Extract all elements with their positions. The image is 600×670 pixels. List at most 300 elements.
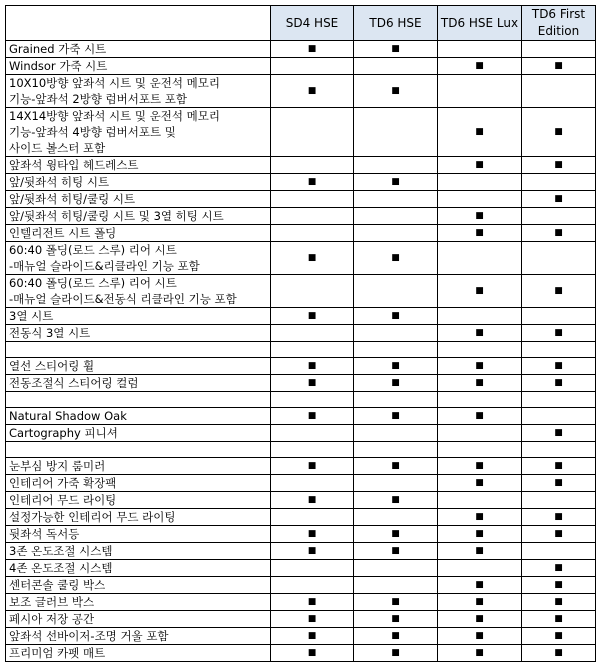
- feature-label: [6, 475, 271, 492]
- availability-cell: [522, 509, 596, 526]
- availability-cell: [354, 157, 438, 174]
- availability-cell: [438, 242, 522, 275]
- table-row: [6, 191, 596, 208]
- available-mark-icon: ■: [475, 411, 484, 421]
- availability-cell: [438, 611, 522, 628]
- available-mark-icon: ■: [307, 648, 317, 658]
- feature-label: [6, 425, 271, 442]
- available-mark-icon: ■: [307, 44, 317, 54]
- feature-label-line: 앞/뒷좌석 히팅/쿨링 시트 및 3열 히팅 시트: [9, 209, 224, 223]
- availability-cell: [438, 392, 522, 408]
- availability-cell: [271, 509, 354, 526]
- table-row: [6, 442, 596, 458]
- available-mark-icon: ■: [554, 194, 563, 204]
- available-mark-icon: ■: [307, 529, 317, 539]
- table-row: [6, 325, 596, 342]
- header-td6-hse: TD6 HSE: [354, 6, 438, 41]
- available-mark-icon: ■: [391, 546, 400, 556]
- availability-cell: [438, 325, 522, 342]
- availability-cell: [522, 375, 596, 392]
- feature-label-line: 4존 온도조절 시스템: [9, 561, 113, 575]
- availability-cell: [438, 526, 522, 543]
- availability-cell: [354, 174, 438, 191]
- feature-label-line: Cartography 피니셔: [9, 426, 118, 440]
- available-mark-icon: ■: [391, 461, 400, 471]
- feature-label-line: 60:40 폴딩(로드 스루) 리어 시트: [9, 243, 177, 257]
- feature-label-line: 페시아 저장 공간: [9, 612, 95, 626]
- availability-cell: [438, 458, 522, 475]
- feature-label-line: 설정가능한 인테리어 무드 라이팅: [9, 510, 176, 524]
- availability-cell: [354, 208, 438, 225]
- available-mark-icon: ■: [475, 378, 484, 388]
- available-mark-icon: ■: [391, 177, 400, 187]
- available-mark-icon: ■: [554, 648, 563, 658]
- feature-label: [6, 645, 271, 662]
- available-mark-icon: ■: [307, 411, 317, 421]
- table-row: [6, 242, 596, 275]
- availability-cell: [522, 475, 596, 492]
- table-row: [6, 543, 596, 560]
- availability-cell: [354, 191, 438, 208]
- available-mark-icon: ■: [475, 546, 484, 556]
- availability-cell: [354, 458, 438, 475]
- table-row: [6, 594, 596, 611]
- available-mark-icon: ■: [391, 311, 400, 321]
- available-mark-icon: ■: [391, 44, 400, 54]
- table-row: [6, 492, 596, 509]
- availability-cell: [522, 425, 596, 442]
- table-row: [6, 41, 596, 58]
- available-mark-icon: ■: [554, 529, 563, 539]
- feature-label-line: 앞/뒷좌석 히팅/쿨링 시트: [9, 192, 136, 206]
- available-mark-icon: ■: [475, 361, 484, 371]
- available-mark-icon: ■: [307, 546, 317, 556]
- availability-cell: [271, 628, 354, 645]
- availability-cell: [438, 342, 522, 358]
- availability-cell: [271, 108, 354, 157]
- table-row: [6, 375, 596, 392]
- feature-label: [6, 225, 271, 242]
- table-row: [6, 392, 596, 408]
- feature-label: [6, 208, 271, 225]
- availability-cell: [522, 442, 596, 458]
- available-mark-icon: ■: [391, 378, 400, 388]
- availability-cell: [271, 225, 354, 242]
- feature-label: [6, 560, 271, 577]
- availability-cell: [271, 543, 354, 560]
- availability-cell: [271, 41, 354, 58]
- feature-label: [6, 174, 271, 191]
- feature-label: [6, 191, 271, 208]
- available-mark-icon: ■: [307, 631, 317, 641]
- available-mark-icon: ■: [475, 286, 484, 296]
- availability-cell: [271, 611, 354, 628]
- available-mark-icon: ■: [475, 461, 484, 471]
- availability-cell: [438, 275, 522, 308]
- feature-label-line: 센터콘솔 쿨링 박스: [9, 578, 106, 592]
- availability-cell: [354, 325, 438, 342]
- availability-cell: [271, 425, 354, 442]
- availability-cell: [438, 509, 522, 526]
- table-row: [6, 425, 596, 442]
- table-row: [6, 509, 596, 526]
- availability-cell: [271, 560, 354, 577]
- available-mark-icon: ■: [391, 253, 400, 263]
- availability-cell: [522, 58, 596, 75]
- availability-cell: [354, 58, 438, 75]
- available-mark-icon: ■: [307, 495, 317, 505]
- availability-cell: [438, 191, 522, 208]
- feature-label-line: 10X10방향 앞좌석 시트 및 운전석 메모리: [9, 76, 220, 90]
- available-mark-icon: ■: [554, 461, 563, 471]
- availability-cell: [354, 543, 438, 560]
- available-mark-icon: ■: [554, 512, 563, 522]
- availability-cell: [438, 358, 522, 375]
- availability-cell: [438, 492, 522, 509]
- available-mark-icon: ■: [307, 311, 317, 321]
- availability-cell: [354, 225, 438, 242]
- availability-cell: [271, 242, 354, 275]
- feature-label: [6, 492, 271, 509]
- availability-cell: [271, 157, 354, 174]
- feature-label: [6, 75, 271, 108]
- availability-cell: [522, 275, 596, 308]
- availability-cell: [522, 108, 596, 157]
- available-mark-icon: ■: [554, 631, 563, 641]
- availability-cell: [438, 475, 522, 492]
- availability-cell: [354, 75, 438, 108]
- feature-label-line: 14X14방향 앞좌석 시트 및 운전석 메모리: [9, 109, 220, 123]
- available-mark-icon: ■: [391, 86, 400, 96]
- availability-cell: [271, 342, 354, 358]
- availability-cell: [271, 577, 354, 594]
- availability-cell: [354, 475, 438, 492]
- available-mark-icon: ■: [391, 411, 400, 421]
- available-mark-icon: ■: [307, 253, 317, 263]
- feature-label-line: 기능-앞좌석 2방향 럼버서포트 포함: [9, 92, 187, 106]
- availability-cell: [354, 242, 438, 275]
- availability-cell: [438, 58, 522, 75]
- availability-cell: [522, 543, 596, 560]
- table-row: [6, 225, 596, 242]
- availability-cell: [354, 108, 438, 157]
- available-mark-icon: ■: [554, 228, 563, 238]
- feature-label-line: 전동식 3열 시트: [9, 326, 91, 340]
- available-mark-icon: ■: [391, 529, 400, 539]
- availability-cell: [438, 41, 522, 58]
- availability-cell: [522, 628, 596, 645]
- available-mark-icon: ■: [554, 597, 563, 607]
- availability-cell: [438, 628, 522, 645]
- feature-label: [6, 628, 271, 645]
- table-row: [6, 560, 596, 577]
- feature-label-line: 프리미엄 카펫 매트: [9, 646, 106, 660]
- available-mark-icon: ■: [391, 614, 400, 624]
- availability-cell: [522, 594, 596, 611]
- availability-cell: [522, 526, 596, 543]
- availability-cell: [522, 492, 596, 509]
- availability-cell: [438, 577, 522, 594]
- availability-cell: [354, 41, 438, 58]
- availability-cell: [522, 41, 596, 58]
- feature-label-line: Natural Shadow Oak: [9, 409, 127, 423]
- availability-cell: [354, 275, 438, 308]
- availability-cell: [522, 611, 596, 628]
- feature-label-line: -매뉴얼 슬라이드&전동식 리클라인 기능 포함: [9, 292, 237, 306]
- availability-cell: [354, 509, 438, 526]
- feature-label-line: 뒷좌석 독서등: [9, 527, 80, 541]
- available-mark-icon: ■: [475, 478, 484, 488]
- availability-cell: [522, 645, 596, 662]
- available-mark-icon: ■: [475, 597, 484, 607]
- availability-cell: [438, 375, 522, 392]
- table-row: [6, 577, 596, 594]
- table-row: [6, 628, 596, 645]
- availability-cell: [271, 408, 354, 425]
- availability-cell: [438, 543, 522, 560]
- availability-cell: [438, 560, 522, 577]
- available-mark-icon: ■: [475, 580, 484, 590]
- feature-label: [6, 308, 271, 325]
- availability-cell: [354, 594, 438, 611]
- header-sd4-hse: SD4 HSE: [271, 6, 354, 41]
- feature-label: [6, 526, 271, 543]
- available-mark-icon: ■: [554, 160, 563, 170]
- feature-label: [6, 408, 271, 425]
- availability-cell: [522, 560, 596, 577]
- availability-cell: [271, 191, 354, 208]
- available-mark-icon: ■: [554, 478, 563, 488]
- table-row: [6, 58, 596, 75]
- availability-cell: [354, 308, 438, 325]
- availability-cell: [522, 458, 596, 475]
- availability-cell: [354, 442, 438, 458]
- availability-cell: [271, 58, 354, 75]
- table-header: [6, 6, 596, 41]
- availability-cell: [438, 594, 522, 611]
- table-row: [6, 208, 596, 225]
- availability-cell: [438, 408, 522, 425]
- availability-cell: [354, 492, 438, 509]
- table-row: [6, 308, 596, 325]
- available-mark-icon: ■: [554, 378, 563, 388]
- availability-cell: [522, 392, 596, 408]
- availability-cell: [522, 408, 596, 425]
- available-mark-icon: ■: [391, 648, 400, 658]
- feature-label: [6, 358, 271, 375]
- table-row: [6, 174, 596, 191]
- available-mark-icon: ■: [554, 428, 563, 438]
- availability-cell: [271, 75, 354, 108]
- available-mark-icon: ■: [391, 361, 400, 371]
- available-mark-icon: ■: [475, 648, 484, 658]
- table-row: [6, 611, 596, 628]
- availability-cell: [271, 442, 354, 458]
- feature-label-line: 3존 온도조절 시스템: [9, 544, 113, 558]
- feature-label: [6, 543, 271, 560]
- availability-cell: [271, 645, 354, 662]
- available-mark-icon: ■: [307, 177, 317, 187]
- availability-cell: [438, 225, 522, 242]
- availability-cell: [354, 358, 438, 375]
- availability-cell: [522, 225, 596, 242]
- availability-cell: [354, 408, 438, 425]
- feature-label-line: 앞/뒷좌석 히팅 시트: [9, 175, 110, 189]
- feature-label-line: -매뉴얼 슬라이드&리클라인 기능 포함: [9, 259, 200, 273]
- availability-cell: [354, 425, 438, 442]
- table-row: [6, 275, 596, 308]
- availability-cell: [354, 526, 438, 543]
- availability-cell: [271, 308, 354, 325]
- availability-cell: [522, 242, 596, 275]
- feature-label: [6, 275, 271, 308]
- available-mark-icon: ■: [475, 529, 484, 539]
- feature-label-line: 기능-앞좌석 4방향 럼버서포트 및: [9, 125, 176, 139]
- availability-cell: [522, 577, 596, 594]
- availability-cell: [438, 174, 522, 191]
- table-row: [6, 108, 596, 157]
- availability-cell: [522, 308, 596, 325]
- availability-cell: [271, 358, 354, 375]
- table-row: [6, 342, 596, 358]
- feature-label: [6, 611, 271, 628]
- feature-label: [6, 58, 271, 75]
- table-body: [6, 41, 596, 662]
- availability-cell: [438, 75, 522, 108]
- availability-cell: [438, 108, 522, 157]
- availability-cell: [438, 425, 522, 442]
- availability-cell: [438, 645, 522, 662]
- available-mark-icon: ■: [475, 614, 484, 624]
- availability-cell: [271, 275, 354, 308]
- available-mark-icon: ■: [307, 597, 317, 607]
- feature-label: [6, 108, 271, 157]
- availability-cell: [522, 208, 596, 225]
- available-mark-icon: ■: [391, 597, 400, 607]
- feature-spec-table: [5, 5, 596, 662]
- available-mark-icon: ■: [475, 631, 484, 641]
- feature-label-line: 전동조절식 스티어링 컬럼: [9, 376, 139, 390]
- feature-label-line: 열선 스티어링 휠: [9, 359, 95, 373]
- table-row: [6, 458, 596, 475]
- available-mark-icon: ■: [554, 286, 563, 296]
- feature-label-line: 인테리어 가죽 확장팩: [9, 476, 117, 490]
- availability-cell: [522, 75, 596, 108]
- availability-cell: [522, 157, 596, 174]
- availability-cell: [354, 375, 438, 392]
- feature-label: [6, 577, 271, 594]
- availability-cell: [271, 475, 354, 492]
- availability-cell: [354, 628, 438, 645]
- table-row: [6, 75, 596, 108]
- feature-label-line: 사이드 볼스터 포함: [9, 141, 106, 155]
- feature-label: [6, 325, 271, 342]
- feature-label-line: 인테리어 무드 라이팅: [9, 493, 117, 507]
- availability-cell: [354, 392, 438, 408]
- feature-label: [6, 594, 271, 611]
- table-row: [6, 358, 596, 375]
- available-mark-icon: ■: [475, 127, 484, 137]
- available-mark-icon: ■: [554, 127, 563, 137]
- table-row: [6, 157, 596, 174]
- feature-label: [6, 509, 271, 526]
- table-row: [6, 645, 596, 662]
- feature-label-line: Grained 가죽 시트: [9, 42, 107, 56]
- availability-cell: [354, 611, 438, 628]
- available-mark-icon: ■: [391, 631, 400, 641]
- availability-cell: [271, 325, 354, 342]
- availability-cell: [271, 208, 354, 225]
- availability-cell: [271, 594, 354, 611]
- availability-cell: [522, 191, 596, 208]
- availability-cell: [354, 645, 438, 662]
- header-corner-cell: [6, 6, 271, 41]
- feature-label-line: 인텔리전트 시트 폴딩: [9, 226, 117, 240]
- available-mark-icon: ■: [475, 512, 484, 522]
- feature-label-line: 눈부심 방지 룸미러: [9, 459, 106, 473]
- availability-cell: [522, 174, 596, 191]
- available-mark-icon: ■: [391, 495, 400, 505]
- feature-label: [6, 458, 271, 475]
- feature-label: [6, 157, 271, 174]
- available-mark-icon: ■: [307, 86, 317, 96]
- available-mark-icon: ■: [475, 160, 484, 170]
- available-mark-icon: ■: [475, 228, 484, 238]
- available-mark-icon: ■: [307, 461, 317, 471]
- feature-label: [6, 375, 271, 392]
- availability-cell: [354, 342, 438, 358]
- availability-cell: [522, 342, 596, 358]
- available-mark-icon: ■: [307, 614, 317, 624]
- table-row: [6, 408, 596, 425]
- availability-cell: [271, 392, 354, 408]
- availability-cell: [438, 157, 522, 174]
- table-row: [6, 526, 596, 543]
- availability-cell: [522, 358, 596, 375]
- available-mark-icon: ■: [554, 61, 563, 71]
- header-td6-hse-lux: TD6 HSE Lux: [438, 6, 522, 41]
- available-mark-icon: ■: [475, 61, 484, 71]
- header-td6-first-edition: TD6 First Edition: [522, 6, 596, 41]
- availability-cell: [271, 492, 354, 509]
- available-mark-icon: ■: [554, 614, 563, 624]
- available-mark-icon: ■: [475, 328, 484, 338]
- available-mark-icon: ■: [475, 211, 484, 221]
- feature-label-line: 앞좌석 선바이저-조명 거울 포함: [9, 629, 169, 643]
- availability-cell: [438, 442, 522, 458]
- availability-cell: [354, 560, 438, 577]
- availability-cell: [271, 526, 354, 543]
- available-mark-icon: ■: [554, 328, 563, 338]
- feature-label: [6, 442, 271, 458]
- feature-label-line: 60:40 폴딩(로드 스루) 리어 시트: [9, 276, 177, 290]
- availability-cell: [438, 308, 522, 325]
- available-mark-icon: ■: [554, 361, 563, 371]
- availability-cell: [438, 208, 522, 225]
- availability-cell: [522, 325, 596, 342]
- feature-label-line: 앞좌석 윙타입 헤드레스트: [9, 158, 139, 172]
- feature-label: [6, 242, 271, 275]
- available-mark-icon: ■: [554, 563, 563, 573]
- feature-label: [6, 392, 271, 408]
- availability-cell: [354, 577, 438, 594]
- feature-label-line: 보조 글러브 박스: [9, 595, 95, 609]
- availability-cell: [271, 458, 354, 475]
- feature-label-line: Windsor 가죽 시트: [9, 59, 108, 73]
- availability-cell: [271, 174, 354, 191]
- feature-label-line: 3열 시트: [9, 309, 54, 323]
- available-mark-icon: ■: [554, 580, 563, 590]
